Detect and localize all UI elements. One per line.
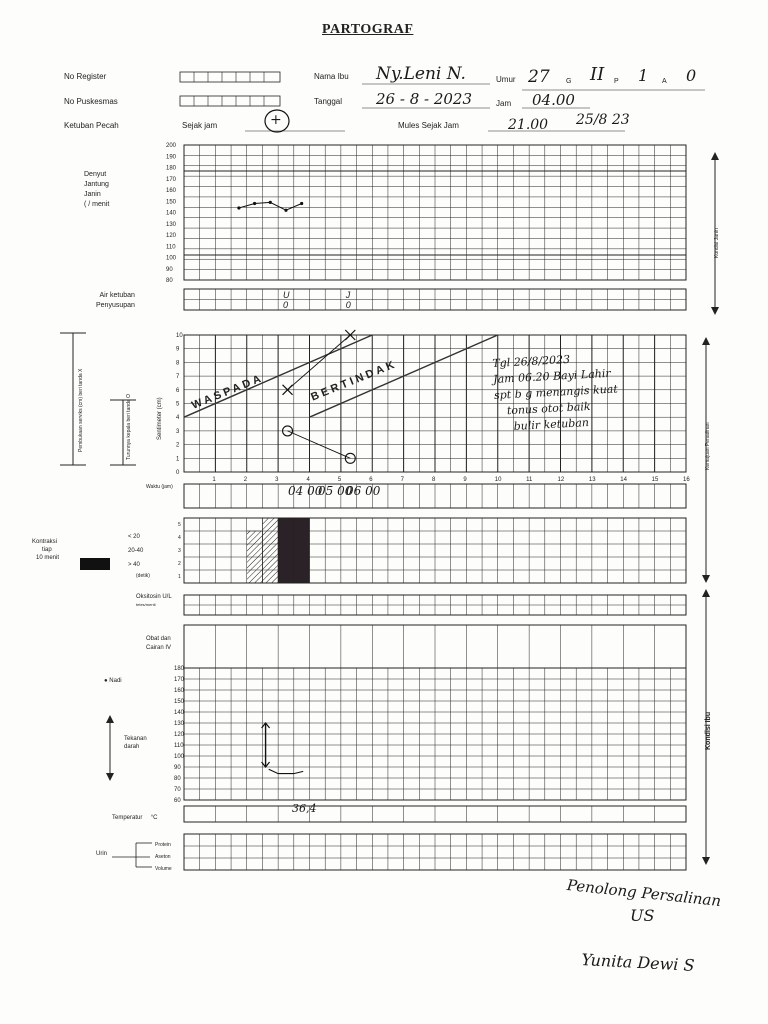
arrow-head <box>106 773 114 781</box>
djj-point <box>284 209 287 212</box>
vital-tick: 100 <box>174 754 185 760</box>
cervix-tick: 2 <box>176 442 180 449</box>
cervix-x-tick: 3 <box>275 477 279 483</box>
djj-point <box>300 202 303 205</box>
vital-tick: 90 <box>174 765 181 771</box>
cervix-tick: 3 <box>176 428 180 435</box>
ketuban-pecah-label: Ketuban Pecah <box>64 121 119 130</box>
p-label: P <box>614 78 619 85</box>
signature-title: Penolong Persalinan <box>566 876 722 911</box>
waktu-label: Waktu (jam) <box>146 484 173 490</box>
ketuban-label-line: Penyusupan <box>96 302 135 309</box>
cervix-x-tick: 16 <box>683 477 690 483</box>
urin-row-label: Protein <box>155 842 171 848</box>
cervix-tick: 1 <box>176 456 180 463</box>
djj-tick: 190 <box>166 154 177 161</box>
note-line: bulir ketuban <box>513 416 590 433</box>
djj-tick: 170 <box>166 176 177 183</box>
kontraksi-bar <box>247 531 263 583</box>
bertindak-label: BERTINDAK <box>309 358 399 404</box>
legend-gt40: > 40 <box>128 562 140 568</box>
mules-date: 25/8 23 <box>576 112 630 128</box>
sejak-jam-label: Sejak jam <box>182 121 218 130</box>
note-line: tonus otot baik <box>506 399 591 418</box>
side-label-kemajuan: Kemajuan Persalinan <box>705 422 711 470</box>
kontraksi-bar <box>294 518 310 583</box>
cervix-tick: 10 <box>176 333 183 339</box>
vital-tick: 140 <box>174 710 185 716</box>
cervix-x-tick: 12 <box>557 477 565 483</box>
umur-value: 27 <box>528 67 550 87</box>
arrow-head <box>702 857 710 865</box>
kontraksi-bar <box>262 518 278 583</box>
djj-point <box>269 201 272 204</box>
obat-label-line: Cairan IV <box>146 645 172 651</box>
arrow-head <box>106 715 114 723</box>
vital-tick: 70 <box>174 787 181 793</box>
tanggal-label: Tanggal <box>314 97 343 106</box>
legend-20-40: 20-40 <box>128 548 144 554</box>
cervix-tick: 7 <box>176 374 180 381</box>
kontraksi-label-line: 10 menit <box>36 555 60 561</box>
arrow-head <box>702 575 710 583</box>
cervix-x-tick: 14 <box>620 477 627 483</box>
temperatur-unit: °C <box>150 815 158 821</box>
vital-tick: 120 <box>174 732 185 738</box>
djj-tick: 80 <box>166 278 173 284</box>
ketuban-mark: + <box>270 112 282 128</box>
djj-point <box>237 206 240 209</box>
arrow-head <box>702 337 710 345</box>
djj-tick: 120 <box>166 233 177 239</box>
vital-tick: 180 <box>174 666 185 672</box>
vital-tick: 160 <box>174 688 185 694</box>
no-puskesmas-label: No Puskesmas <box>64 97 118 106</box>
djj-tick: 150 <box>166 199 177 206</box>
arrow-head <box>711 152 719 160</box>
temperatur-value: 36,4 <box>292 802 317 815</box>
djj-label-line: ( / menit <box>84 201 110 208</box>
urin-row-label: Aseton <box>155 854 171 860</box>
time-label: 05 00 <box>318 484 353 498</box>
page-title: PARTOGRAF <box>322 22 414 37</box>
obat-label-line: Obat dan <box>146 636 171 642</box>
djj-tick: 110 <box>166 244 176 251</box>
cervix-x-tick: 5 <box>337 477 342 483</box>
jam-label: Jam <box>496 99 512 108</box>
vital-tick: 110 <box>174 743 184 749</box>
kontraksi-label-line: tiap <box>42 547 52 553</box>
cervix-tick: 0 <box>176 470 180 476</box>
djj-label-line: Jantung <box>84 181 109 188</box>
nadi-series <box>269 769 304 773</box>
cervix-x-tick: 10 <box>494 477 502 483</box>
djj-tick: 160 <box>166 188 177 194</box>
signature-mark: US <box>630 906 655 925</box>
cervix-x-tick: 9 <box>463 477 467 483</box>
oksitosin-label-line: tetes/menit <box>136 602 156 607</box>
vital-tick: 150 <box>174 699 185 705</box>
waspada-label: WASPADA <box>190 372 266 412</box>
note-line: Jam 06.20 Bayi Lahir <box>492 366 611 386</box>
cervix-x-tick: 1 <box>212 477 216 483</box>
djj-tick: 90 <box>166 266 173 273</box>
djj-tick: 180 <box>166 165 177 172</box>
cervix-x-tick: 7 <box>400 477 404 483</box>
tekanan-label-line: Tekanan <box>124 736 147 742</box>
vital-tick: 130 <box>174 721 185 727</box>
vital-tick: 170 <box>174 677 185 683</box>
time-label: 04 00 <box>288 484 323 498</box>
birth-note <box>492 350 620 436</box>
cervix-x-tick: 4 <box>306 477 310 483</box>
cervix-x-tick: 8 <box>432 477 436 483</box>
vital-tick: 80 <box>174 776 181 782</box>
arrow-head <box>702 589 710 597</box>
no-register-label: No Register <box>64 72 107 81</box>
arrow-head <box>711 307 719 315</box>
legend-unit: (detik) <box>136 573 150 579</box>
djj-tick: 200 <box>166 143 177 149</box>
kontraksi-tick: 4 <box>178 535 181 541</box>
cervix-left-label-1: Pembukaan serviks (cm) beri tanda X <box>78 368 84 452</box>
kontraksi-tick: 3 <box>178 548 181 554</box>
nama-ibu-value: Ny.Leni N. <box>376 64 466 84</box>
mules-label: Mules Sejak Jam <box>398 121 459 130</box>
oksitosin-label-line: Oksitosin U/L <box>136 594 172 600</box>
a-label: A <box>662 78 667 85</box>
kontraksi-tick: 1 <box>178 574 181 580</box>
side-label-ibu: Kondisi Ibu <box>705 711 712 750</box>
ketuban-label-line: Air ketuban <box>99 292 135 299</box>
note-line: Tgl 26/8/2023 <box>492 352 571 370</box>
ketuban-top-mark: U <box>282 290 290 300</box>
cervix-x-tick: 2 <box>243 477 248 483</box>
g-label: G <box>566 78 572 85</box>
cervix-tick: 9 <box>176 346 180 353</box>
ketuban-bottom-mark: 0 <box>282 300 288 310</box>
djj-tick: 140 <box>166 210 177 217</box>
kontraksi-tick: 5 <box>178 522 181 528</box>
side-label-janin: Kondisi Janin <box>714 228 720 258</box>
legend-lt20: < 20 <box>128 534 140 540</box>
cervix-left-label-2: Turunnya kepala beri tanda O <box>126 394 132 460</box>
cervix-x-tick: 11 <box>526 477 533 483</box>
cervix-tick: 5 <box>176 401 180 408</box>
nadi-label: ● Nadi <box>104 678 122 684</box>
p-value: 1 <box>638 66 649 85</box>
kontraksi-label-line: Kontraksi <box>32 539 58 545</box>
kontraksi-bar <box>278 518 294 583</box>
djj-label-line: Janin <box>84 191 101 198</box>
ketuban-bottom-mark: 0 <box>345 300 351 310</box>
mules-value: 21.00 <box>508 117 549 133</box>
time-label: 06 00 <box>346 484 381 498</box>
djj-label-line: Denyut <box>84 171 107 178</box>
cervix-x-tick: 13 <box>588 477 596 483</box>
urin-label: Urin <box>96 851 108 857</box>
vital-tick: 60 <box>174 798 181 804</box>
urin-row-label: Volume <box>155 866 172 872</box>
nama-ibu-label: Nama Ibu <box>314 72 349 81</box>
kontraksi-tick: 2 <box>178 561 181 567</box>
cervix-tick: 4 <box>176 415 180 422</box>
cervix-x-tick: 15 <box>651 477 659 483</box>
a-value: 0 <box>686 66 697 85</box>
tekanan-label-line: darah <box>124 744 140 750</box>
ketuban-top-mark: J <box>345 290 351 300</box>
djj-point <box>253 202 256 205</box>
umur-label: Umur <box>496 75 516 84</box>
signature-name: Yunita Dewi S <box>581 950 695 975</box>
cervix-tick: 6 <box>176 387 180 394</box>
temperatur-label-text: Temperatur <box>112 815 143 821</box>
tanggal-value: 26 - 8 - 2023 <box>376 90 473 108</box>
djj-tick: 130 <box>166 221 177 228</box>
g-value: II <box>590 64 605 85</box>
note-line: spt b g menangis kuat <box>493 382 619 402</box>
cervix-axis-label: Sentimeter (cm) <box>157 397 163 440</box>
nadi-label-text: Nadi <box>109 678 122 684</box>
cervix-x-tick: 6 <box>369 477 373 483</box>
cervix-tick: 8 <box>176 360 180 367</box>
djj-tick: 100 <box>166 255 177 262</box>
jam-value: 04.00 <box>532 91 575 109</box>
